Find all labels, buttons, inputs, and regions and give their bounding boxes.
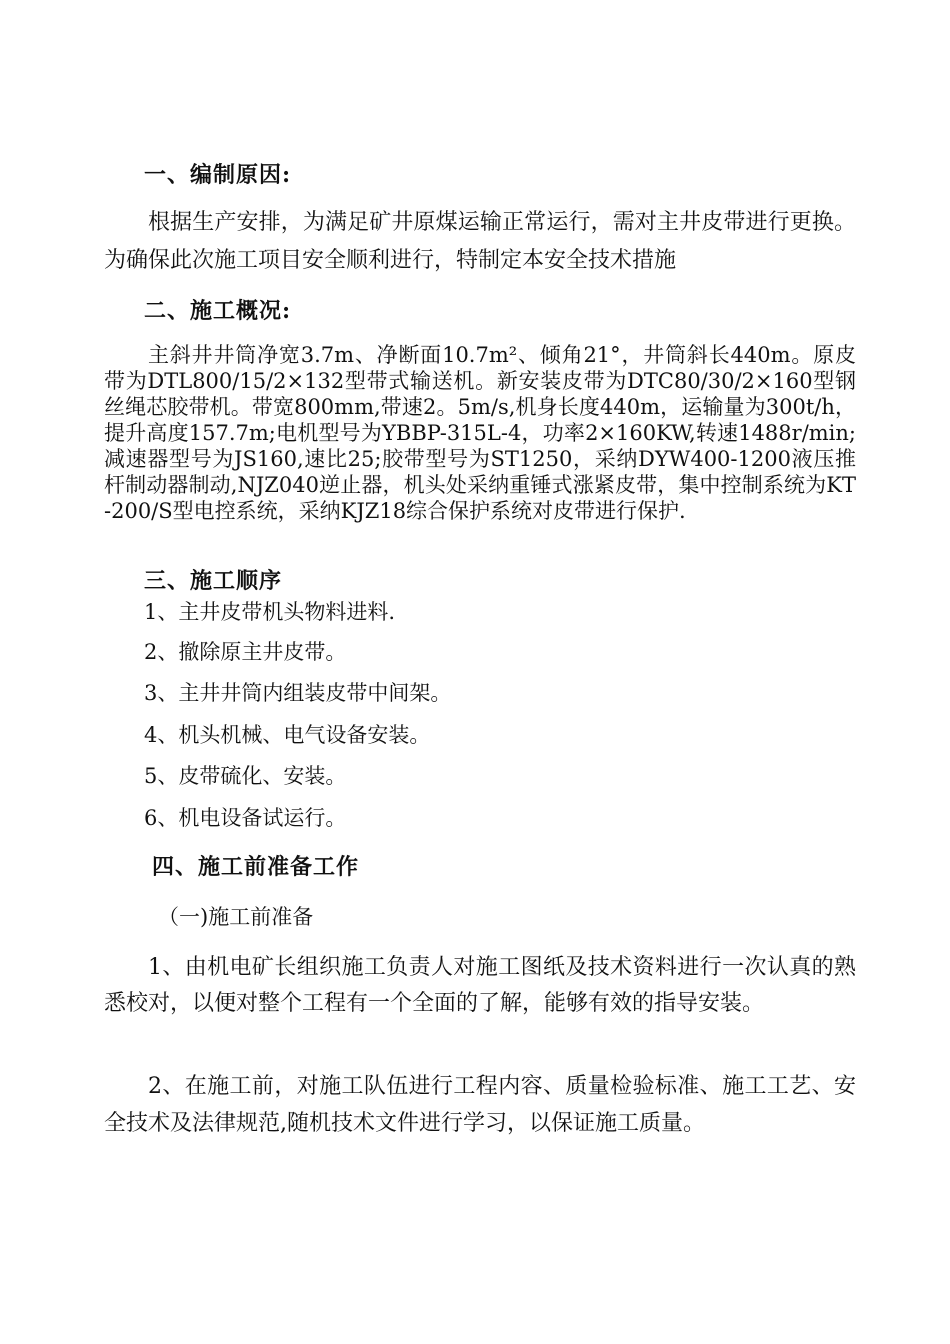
section-4-subheading: （一)施工前准备	[158, 905, 314, 929]
step-item: 5、皮带硫化、安装。	[144, 764, 347, 788]
section-2-paragraph: 主斜井井筒净宽3.7m、净断面10.7m²、倾角21°，井筒斜长440m。原皮带为DTL800/15/2×132型带式输送机。新安装皮带为DTC80/30/2×160型钢丝绳芯胶带机。带宽800mm,带速2。5m/s,机身长度440m，运输量为300t/h，提升高度157.7m;电机型号为YBBP-315L-4，功率2×160KW,转速1488r/min;减速器型号为JS160,速比25;胶带型号为ST1250，采纳DYW400-1200液压推杆制动器制动,NJZ040逆止器，机头处采纳重锤式涨紧皮带，集中控制系统为KT-200/S型电控系统，采纳KJZ18综合保护系统对皮带进行保护.	[104, 343, 856, 523]
step-item: 4、机头机械、电气设备安装。	[144, 723, 431, 747]
step-item: 6、机电设备试运行。	[144, 806, 347, 830]
section-4-paragraph-2: 2、在施工前，对施工队伍进行工程内容、质量检验标准、施工工艺、安全技术及法律规范,随机技术文件进行学习，以保证施工质量。	[104, 1074, 856, 1136]
step-item: 3、主井井筒内组装皮带中间架。	[144, 681, 452, 705]
section-3-heading: 三、施工顺序	[144, 568, 283, 594]
section-1-heading: 一、编制原因:	[144, 162, 292, 188]
section-4-paragraph-1: 1、由机电矿长组织施工负责人对施工图纸及技术资料进行一次认真的熟悉校对，以便对整个工程有一个全面的了解，能够有效的指导安装。	[104, 955, 856, 1016]
step-item: 2、撤除原主井皮带。	[144, 640, 347, 664]
step-item: 1、主井皮带机头物料进料.	[144, 600, 396, 624]
section-2-heading: 二、施工概况:	[144, 298, 292, 324]
section-4-heading: 四、施工前准备工作	[152, 854, 360, 880]
section-1-paragraph: 根据生产安排，为满足矿井原煤运输正常运行，需对主井皮带进行更换。为确保此次施工项目安全顺利进行，特制定本安全技术措施	[104, 210, 856, 273]
